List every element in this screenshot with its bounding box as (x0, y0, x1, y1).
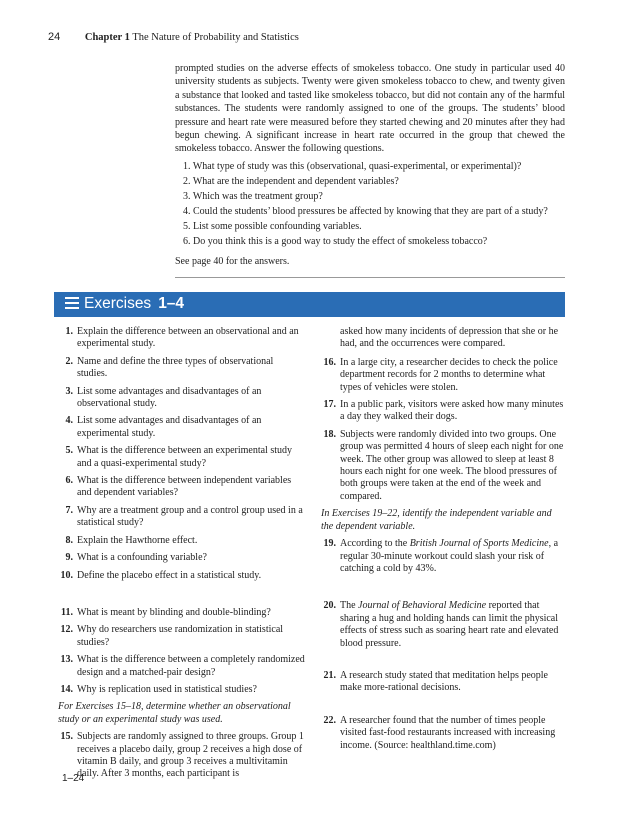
exercise-text: What is the difference between an experimental study and a quasi-experimental study? (77, 445, 293, 469)
exercise-number: 19. (323, 538, 336, 550)
exercise-text: List some advantages and disadvantages of an experimental study. (77, 415, 262, 439)
exercise-number: 14. (60, 683, 73, 695)
exercise-text: What is meant by blinding and double-blinding? (77, 606, 271, 618)
exercise-text-post: reported that sharing a hug and holding hands can limit the physical effects of stress such as soaring heart rate and elevated blood pressure. (340, 600, 559, 649)
exercise-number: 17. (323, 399, 336, 411)
question-list (175, 161, 565, 249)
exercise-text: What is the difference between a completely randomized design and a matched-pair design? (77, 654, 305, 678)
exercise-text: In a large city, a researcher decides to check the police department records for 2 months to determine what types of vehicles were stolen. (340, 356, 558, 393)
exercise-item (58, 445, 306, 470)
exercise-item (321, 429, 565, 503)
chapter-title: The Nature of Probability and Statistics (132, 32, 299, 43)
see-answers: See page 40 for the answers. (175, 255, 290, 267)
page-number: 24 (48, 31, 61, 43)
exercise-item (58, 654, 306, 679)
exercise-number: 5. (65, 445, 73, 457)
exercise-text-pre: According to the (340, 538, 410, 550)
exercise-text: In a public park, visitors were asked how many minutes a day they walked their dogs. (340, 399, 564, 423)
exercise-number: 13. (60, 654, 73, 666)
question-item: 5. List some possible confounding variables. (183, 221, 362, 233)
left-column (58, 326, 306, 786)
exercise-text: Explain the Hawthorne effect. (77, 534, 198, 546)
exercise-number: 2. (65, 355, 73, 367)
exercise-text: Subjects were randomly divided into two groups. One group was permitted 4 hours of sleep each night for one week. The other group was allowed to sleep at least 8 hours each night for one week. The blood pressures of both groups were taken at the end of the week and compared. (340, 428, 564, 502)
exercise-number: 3. (65, 385, 73, 397)
journal-title: British Journal of Sports Medicine (409, 538, 549, 550)
bars-icon (65, 297, 79, 309)
exercise-continuation: asked how many incidents of depression that she or he had, and the occurrences were compared. (340, 326, 559, 350)
intro-paragraph: prompted studies on the adverse effects of smokeless tobacco. One study in particular used 40 university students as subjects. Twenty were given smokeless tobacco to chew, and twenty given a substance that looked and tasted like smokeless tobacco, but did not contain any of the harmful substances. The students were randomly assigned to one of the groups. The students’ blood pressure and heart rate were measured before they started chewing and 20 minutes after they had begun chewing. A significant increase in heart rate occurred in the group that chewed the smokeless tobacco. Answer the following questions. (175, 63, 565, 155)
exercise-item (58, 386, 306, 411)
exercise-number: 22. (323, 714, 336, 726)
exercise-number: 9. (65, 552, 73, 564)
exercise-number: 6. (65, 475, 73, 487)
exercise-item (321, 670, 565, 695)
question-item: 3. Which was the treatment group? (183, 191, 323, 203)
exercise-item (321, 399, 565, 424)
running-head (48, 31, 299, 43)
chapter-label: Chapter 1 (84, 32, 130, 43)
page-footer: 1–24 (62, 773, 85, 784)
exercise-text: Define the placebo effect in a statistical study. (77, 569, 262, 581)
exercise-number: 11. (61, 606, 73, 618)
exercise-text: Subjects are randomly assigned to three groups. Group 1 receives a placebo daily, group 2 receives a high dose of vitamin B daily, and group 3 receives a multivitamin daily. After 3 months, each participant is (77, 731, 304, 780)
exercise-item (58, 607, 306, 619)
journal-title: Journal of Behavioral Medicine (358, 600, 487, 612)
section-divider (175, 277, 565, 278)
exercise-number: 10. (60, 569, 73, 581)
exercise-number: 7. (65, 504, 73, 516)
question-item: 1. What type of study was this (observational, quasi-experimental, or experimental)? (183, 160, 522, 172)
exercise-text: Why do researchers use randomization in statistical studies? (77, 624, 284, 648)
exercise-text: A researcher found that the number of times people visited fast-food restaurants increased with increasing income. (Source: healthland.time.com) (340, 714, 556, 751)
exercises-banner (54, 292, 565, 317)
exercise-item (58, 475, 306, 500)
exercise-text: List some advantages and disadvantages of an observational study. (77, 385, 262, 410)
exercise-item (58, 684, 306, 696)
exercise-item (58, 731, 306, 781)
exercise-number: 20. (323, 600, 336, 612)
exercise-number: 21. (323, 669, 336, 681)
instruction-19-22: In Exercises 19–22, identify the independent variable and the dependent variable. (321, 508, 552, 532)
right-column (321, 326, 565, 757)
instruction-15-18: For Exercises 15–18, determine whether an observational study or an experimental study was used. (58, 701, 291, 725)
exercise-text-pre: The (340, 600, 359, 612)
exercises-title (65, 295, 184, 313)
exercise-number: 16. (323, 356, 336, 368)
exercise-item (321, 715, 565, 752)
exercise-item (58, 356, 306, 381)
exercise-item (58, 415, 306, 440)
exercise-number: 4. (65, 415, 73, 427)
exercise-item (58, 552, 306, 564)
question-item: 2. What are the independent and dependent variables? (183, 175, 399, 187)
exercise-item (58, 326, 306, 351)
exercise-item (58, 570, 306, 582)
exercise-text-post: , a regular 30-minute workout could slash your risk of catching a cold by 43%. (340, 538, 559, 574)
exercise-number: 15. (60, 731, 73, 743)
exercise-text: Why is replication used in statistical studies? (77, 683, 257, 695)
exercise-text: Why are a treatment group and a control group used in a statistical study? (77, 504, 303, 529)
question-item: 4. Could the students’ blood pressures be affected by knowing that they are part of a study? (183, 206, 548, 218)
section-number: 1–4 (158, 295, 185, 312)
exercise-number: 18. (323, 428, 336, 440)
exercise-text: Name and define the three types of observational studies. (77, 355, 274, 380)
exercise-text: Explain the difference between an observational and an experimental study. (77, 326, 299, 350)
exercise-item (58, 505, 306, 530)
question-item: 6. Do you think this is a good way to study the effect of smokeless tobacco? (183, 236, 488, 248)
exercise-number: 8. (65, 534, 73, 546)
intro-block (175, 62, 565, 268)
exercise-number: 12. (60, 624, 73, 636)
section-title: Exercises (84, 295, 152, 312)
exercise-item (321, 538, 565, 575)
exercise-item (58, 624, 306, 649)
exercise-item (321, 600, 565, 650)
exercise-item (321, 357, 565, 394)
exercise-text: A research study stated that meditation helps people make more-rational decisions. (340, 669, 548, 694)
exercise-item (58, 535, 306, 547)
exercise-text: What is a confounding variable? (77, 552, 207, 564)
exercise-text: What is the difference between independent variables and dependent variables? (77, 475, 292, 499)
exercise-number: 1. (65, 326, 73, 337)
